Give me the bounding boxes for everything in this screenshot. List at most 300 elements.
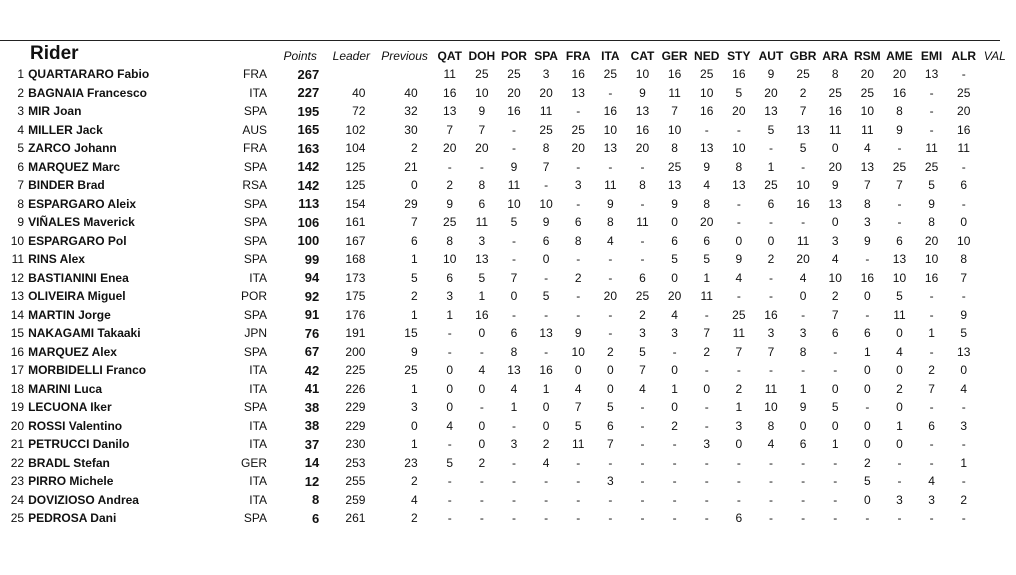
rider-points: 100 [297, 233, 320, 249]
gp-points-cell: 0 [896, 400, 903, 415]
gp-points-cell: - [447, 159, 452, 174]
gp-points-cell: - [511, 455, 516, 470]
gp-points-cell: - [897, 196, 902, 211]
gp-points-cell: 10 [603, 122, 618, 137]
gp-points-cell: - [768, 474, 773, 489]
gp-points-cell: 3 [639, 326, 646, 341]
gp-points-cell: 4 [896, 344, 903, 359]
rider-nation: SPA [243, 511, 268, 526]
gp-points-cell: - [640, 233, 645, 248]
gp-points-cell: - [897, 511, 902, 526]
gp-points-cell: 13 [507, 363, 521, 378]
gp-points-cell: 13 [957, 344, 971, 359]
gp-points-cell: 5 [831, 400, 839, 415]
gp-points-cell: 5 [671, 252, 678, 267]
gp-points-cell: 7 [864, 178, 871, 193]
rider-nation: ITA [249, 418, 268, 433]
gp-points-cell: 0 [446, 363, 454, 378]
gp-points-cell: 20 [700, 215, 714, 230]
gp-points-cell: - [640, 492, 645, 507]
gp-points-cell: - [768, 215, 773, 230]
rider-nation: FRA [243, 141, 268, 156]
gp-points-cell: - [736, 455, 741, 470]
rider-position: 19 [10, 400, 25, 415]
gp-points-cell: 0 [478, 437, 486, 452]
gp-points-cell: 2 [446, 178, 454, 193]
gp-points-cell: 1 [703, 270, 711, 285]
gp-points-cell: 6 [607, 418, 614, 433]
gp-points-cell: 11 [925, 141, 938, 156]
rider-name: MARQUEZ Alex [28, 344, 117, 359]
gp-header-spa: SPA [534, 49, 558, 63]
gp-points-cell: 9 [574, 326, 582, 341]
gp-points-cell: 5 [639, 344, 646, 359]
gp-points-cell: 0 [960, 215, 968, 230]
gp-points-cell-empty [980, 65, 1016, 84]
gp-points-cell: 16 [667, 67, 682, 82]
table-row [6, 65, 1016, 84]
gp-points-cell: 16 [635, 122, 650, 137]
gp-points-cell: 7 [446, 122, 454, 137]
gp-points-cell: 11 [700, 289, 713, 304]
gp-points-cell: 0 [671, 363, 678, 378]
table-row [6, 176, 1016, 195]
gp-points-cell: 9 [639, 85, 646, 100]
gp-points-cell: 13 [924, 67, 939, 82]
points-header: Points [283, 49, 317, 63]
gap-to-previous: 6 [410, 233, 418, 248]
gap-to-previous: 4 [410, 492, 418, 507]
gap-to-leader: 173 [345, 270, 366, 285]
gp-points-cell: - [576, 307, 581, 322]
gp-points-cell: - [833, 363, 838, 378]
gp-header-por: POR [500, 49, 527, 63]
gp-points-cell: 25 [892, 159, 907, 174]
gp-points-cell: 6 [864, 326, 871, 341]
gp-points-cell: 2 [864, 455, 871, 470]
rider-points: 163 [297, 140, 320, 156]
gp-points-cell: 25 [667, 159, 682, 174]
table-row [6, 343, 1016, 362]
gp-points-cell: - [736, 215, 741, 230]
gp-points-cell: - [447, 492, 452, 507]
gap-to-previous: 3 [410, 400, 418, 415]
gp-points-cell: - [865, 400, 870, 415]
rider-points: 165 [297, 122, 320, 138]
gp-points-cell: 16 [828, 104, 842, 119]
gp-points-cell: - [511, 511, 516, 526]
gp-points-cell: 20 [732, 104, 746, 119]
rider-points: 8 [312, 492, 320, 508]
gp-points-cell: 1 [671, 381, 678, 396]
gp-points-cell: - [801, 492, 806, 507]
gap-to-leader: 253 [345, 455, 366, 470]
gp-points-cell: - [640, 437, 645, 452]
gp-points-cell: - [447, 474, 452, 489]
gp-points-cell-empty [980, 380, 1016, 399]
gp-points-cell: - [640, 400, 645, 415]
gp-points-cell: 20 [667, 289, 682, 304]
gp-points-cell: 1 [735, 400, 743, 415]
gp-points-cell: 1 [510, 400, 518, 415]
gp-points-cell: 2 [767, 252, 775, 267]
rider-points: 42 [304, 362, 320, 378]
gp-points-cell: - [544, 492, 549, 507]
gp-header-ned: NED [694, 49, 720, 63]
gp-points-cell: 11 [893, 307, 906, 322]
gp-header-aut: AUT [758, 49, 784, 63]
gp-points-cell: 8 [799, 344, 807, 359]
rider-nation: GER [241, 455, 268, 470]
gp-points-cell: 10 [732, 141, 746, 156]
gp-points-cell: 6 [735, 511, 743, 526]
gp-points-cell: 10 [539, 196, 553, 211]
gp-points-cell: 13 [667, 178, 682, 193]
gp-points-cell: 25 [635, 289, 650, 304]
rider-points: 142 [297, 177, 320, 193]
gp-points-cell-empty [980, 195, 1016, 214]
gp-points-cell: 2 [478, 455, 486, 470]
gp-points-cell: - [608, 85, 613, 100]
gp-points-cell: - [929, 344, 934, 359]
gp-points-cell: 7 [960, 270, 968, 285]
gp-points-cell: 1 [799, 381, 807, 396]
gp-points-cell: 8 [735, 159, 743, 174]
gp-header-sty: STY [727, 49, 751, 63]
gp-points-cell: - [897, 141, 902, 156]
rider-points: 142 [297, 159, 320, 175]
rider-nation: SPA [243, 307, 268, 322]
gp-points-cell: 1 [446, 307, 454, 322]
gp-points-cell: 2 [703, 344, 711, 359]
gp-points-cell: 3 [671, 326, 678, 341]
gp-points-cell: 7 [928, 381, 935, 396]
gap-to-previous: 2 [410, 511, 418, 526]
gp-points-cell: 0 [831, 418, 839, 433]
gp-points-cell: 4 [767, 437, 775, 452]
gp-points-cell: 7 [799, 104, 807, 119]
rider-points: 94 [304, 270, 320, 286]
gp-points-cell: 10 [571, 344, 585, 359]
gp-points-cell-empty [980, 287, 1016, 306]
rider-name: ESPARGARO Aleix [28, 196, 137, 211]
gp-points-cell-empty [980, 102, 1016, 121]
rider-nation: RSA [242, 178, 268, 193]
gp-points-cell: 8 [446, 233, 454, 248]
gp-points-cell: 6 [960, 178, 968, 193]
gp-points-cell: 13 [828, 196, 842, 211]
gp-points-cell: - [511, 492, 516, 507]
gap-to-previous: 0 [410, 178, 418, 193]
rider-position: 4 [17, 122, 25, 137]
gp-points-cell: - [865, 307, 870, 322]
gp-points-cell: - [704, 418, 709, 433]
gp-points-cell: 4 [542, 455, 550, 470]
table-row [6, 250, 1016, 269]
gp-points-cell: 2 [831, 289, 839, 304]
gp-header-cat: CAT [630, 49, 655, 63]
rider-name: NAKAGAMI Takaaki [28, 326, 141, 341]
gp-points-cell: 9 [510, 159, 518, 174]
gp-points-cell: 0 [671, 215, 678, 230]
rider-points: 76 [304, 325, 320, 341]
gp-points-cell: 0 [671, 400, 678, 415]
gp-points-cell: 0 [864, 418, 871, 433]
gap-to-leader: 161 [345, 215, 366, 230]
rider-position: 6 [17, 159, 25, 174]
rider-name: VIÑALES Maverick [28, 215, 135, 230]
gp-points-cell: - [929, 307, 934, 322]
gp-points-cell: 6 [510, 326, 518, 341]
gap-to-leader [327, 65, 375, 84]
gp-points-cell: - [768, 455, 773, 470]
rider-points: 67 [304, 344, 320, 360]
gp-points-cell: 25 [828, 85, 842, 100]
gp-points-cell: - [768, 141, 773, 156]
gp-points-cell: - [897, 474, 902, 489]
gp-points-cell: - [929, 85, 934, 100]
gp-header-ger: GER [661, 49, 688, 63]
gp-points-cell: 0 [542, 252, 550, 267]
gp-points-cell: - [640, 474, 645, 489]
table-row [6, 306, 1016, 325]
table-row [6, 324, 1016, 343]
gp-points-cell-empty [980, 454, 1016, 473]
gp-points-cell: - [672, 455, 677, 470]
gp-points-cell: 20 [603, 289, 618, 304]
gp-points-cell: 6 [896, 233, 903, 248]
gp-header-rsm: RSM [854, 49, 881, 63]
gp-points-cell: 8 [767, 418, 775, 433]
gp-points-cell-empty [980, 232, 1016, 251]
rider-name: DOVIZIOSO Andrea [28, 492, 139, 507]
gp-points-cell-empty [980, 435, 1016, 454]
gap-to-previous [375, 65, 433, 84]
gp-header-fra: FRA [565, 49, 591, 63]
rider-position: 14 [10, 307, 25, 322]
gp-points-cell: - [576, 289, 581, 304]
gp-points-cell: - [929, 400, 934, 415]
gp-points-cell: - [801, 363, 806, 378]
gp-points-cell: 13 [796, 122, 810, 137]
gp-points-cell: 5 [864, 474, 871, 489]
gap-to-previous: 1 [410, 252, 418, 267]
gp-points-cell: 1 [896, 418, 903, 433]
gp-points-cell: - [544, 344, 549, 359]
gp-points-cell-empty [980, 269, 1016, 288]
rider-nation: ITA [249, 492, 268, 507]
table-row [6, 195, 1016, 214]
gp-points-cell: - [608, 270, 613, 285]
rider-nation: SPA [243, 215, 268, 230]
gp-points-cell: 9 [607, 196, 614, 211]
gp-points-cell: 0 [735, 437, 743, 452]
gp-points-cell: 4 [671, 307, 678, 322]
gp-points-cell: - [672, 474, 677, 489]
gp-points-cell: - [897, 455, 902, 470]
gp-points-cell: 4 [607, 233, 614, 248]
gp-points-cell: - [961, 67, 966, 82]
gp-points-cell: 3 [767, 326, 775, 341]
gp-points-cell-empty [980, 139, 1016, 158]
gp-points-cell: - [801, 474, 806, 489]
gp-points-cell: 20 [860, 67, 875, 82]
rider-name: QUARTARARO Fabio [28, 67, 150, 82]
gp-points-cell: - [961, 289, 966, 304]
gp-points-cell: 5 [767, 122, 775, 137]
gp-header-emi: EMI [920, 49, 943, 63]
gp-points-cell: 9 [671, 196, 678, 211]
table-row [6, 454, 1016, 473]
gp-points-cell: 3 [478, 233, 486, 248]
rider-nation: SPA [243, 159, 268, 174]
table-row [6, 232, 1016, 251]
gp-points-cell: 8 [510, 344, 518, 359]
gp-points-cell: 13 [571, 85, 585, 100]
gp-points-cell: 11 [507, 178, 521, 193]
gp-points-cell: 6 [671, 233, 678, 248]
gp-points-cell: 2 [639, 307, 646, 322]
gp-points-cell: 16 [764, 307, 778, 322]
gap-to-leader: 168 [345, 252, 366, 267]
rider-position: 21 [10, 437, 25, 452]
gp-points-cell: 3 [799, 326, 807, 341]
rider-points: 267 [297, 66, 320, 82]
rider-name: BRADL Stefan [28, 455, 110, 470]
rider-position: 1 [17, 67, 25, 82]
rider-position: 15 [10, 326, 25, 341]
gp-points-cell: - [544, 307, 549, 322]
gp-points-cell: 7 [767, 344, 775, 359]
gp-points-cell: - [672, 492, 677, 507]
gp-points-cell: 5 [542, 289, 550, 304]
gp-points-cell: 3 [446, 289, 454, 304]
gp-points-cell: - [511, 307, 516, 322]
gp-points-cell: 1 [478, 289, 486, 304]
gp-points-cell: 4 [574, 381, 582, 396]
gp-points-cell: 0 [446, 400, 454, 415]
gp-points-cell: 16 [892, 85, 907, 100]
gp-points-cell: 4 [960, 381, 968, 396]
gp-points-cell: - [608, 511, 613, 526]
gp-points-cell: 7 [703, 326, 711, 341]
rider-name: ROSSI Valentino [28, 418, 123, 433]
gp-points-cell: 8 [574, 233, 582, 248]
rider-position: 2 [17, 85, 25, 100]
gp-points-cell: 6 [703, 233, 711, 248]
gp-points-cell: 7 [639, 363, 646, 378]
gp-points-cell: 13 [700, 141, 714, 156]
table-row [6, 213, 1016, 232]
gap-to-previous: 2 [410, 289, 418, 304]
gp-points-cell: 3 [574, 178, 582, 193]
rider-points: 227 [297, 85, 320, 101]
gap-to-leader: 125 [345, 159, 366, 174]
gp-points-cell: 7 [574, 400, 582, 415]
table-row [6, 158, 1016, 177]
gp-points-cell: 11 [604, 178, 617, 193]
gp-points-cell: 16 [860, 270, 875, 285]
gp-points-cell: 20 [443, 141, 457, 156]
table-row [6, 417, 1016, 436]
gp-points-cell: 20 [828, 159, 842, 174]
gp-points-cell: 2 [607, 344, 614, 359]
table-row [6, 269, 1016, 288]
rider-position: 11 [11, 252, 25, 267]
gp-points-cell: 16 [700, 104, 714, 119]
gp-points-cell: 5 [607, 400, 614, 415]
gp-points-cell: 2 [542, 437, 550, 452]
gp-points-cell: 16 [507, 104, 521, 119]
gp-points-cell: - [704, 455, 709, 470]
gp-points-cell: 5 [960, 326, 968, 341]
rider-nation: SPA [243, 252, 268, 267]
gp-points-cell: 10 [796, 178, 810, 193]
gp-points-cell: 10 [475, 85, 489, 100]
gp-points-cell: 0 [896, 326, 903, 341]
gp-points-cell: 9 [960, 307, 968, 322]
gp-points-cell: 8 [542, 141, 550, 156]
gp-points-cell: 7 [542, 159, 550, 174]
gap-to-previous: 32 [404, 104, 418, 119]
gp-points-cell: 0 [478, 326, 486, 341]
gap-to-leader: 125 [345, 178, 366, 193]
gap-to-leader: 259 [345, 492, 366, 507]
gp-points-cell: - [447, 437, 452, 452]
gp-points-cell: 6 [831, 326, 839, 341]
standings-body [6, 65, 1016, 528]
rider-nation: ITA [249, 270, 268, 285]
gp-points-cell: - [961, 196, 966, 211]
gp-points-cell: 25 [924, 159, 939, 174]
gp-points-cell: - [961, 437, 966, 452]
gp-points-cell: 5 [735, 85, 743, 100]
gap-to-previous: 2 [410, 474, 418, 489]
rider-nation: JPN [244, 326, 268, 341]
gp-points-cell: - [704, 492, 709, 507]
gap-to-leader: 104 [345, 141, 366, 156]
gap-to-previous: 30 [404, 122, 418, 137]
gp-points-cell-empty [980, 250, 1016, 269]
gp-points-cell: 13 [539, 326, 553, 341]
gp-points-cell: 3 [928, 492, 935, 507]
gap-to-leader: 226 [345, 381, 366, 396]
gp-points-cell: - [511, 418, 516, 433]
gp-points-cell: 9 [735, 252, 743, 267]
gp-points-cell: - [511, 233, 516, 248]
gp-points-cell: 5 [896, 289, 903, 304]
gp-points-cell: 5 [703, 252, 711, 267]
rider-name: LECUONA Iker [28, 400, 112, 415]
gp-points-cell: 0 [478, 381, 486, 396]
gp-points-cell: - [672, 344, 677, 359]
gp-points-cell: 3 [864, 215, 871, 230]
table-row [6, 121, 1016, 140]
rider-position: 5 [17, 141, 25, 156]
rider-points: 41 [304, 381, 320, 397]
rider-position: 3 [17, 104, 25, 119]
table-row [6, 361, 1016, 380]
rider-points: 12 [304, 473, 320, 489]
gp-header-ara: ARA [822, 49, 849, 63]
rider-points: 195 [297, 103, 320, 119]
table-row [6, 509, 1016, 528]
gp-points-cell: - [736, 122, 741, 137]
gp-points-cell: 2 [671, 418, 678, 433]
gp-header-val: VAL [983, 49, 1006, 63]
rider-position: 12 [10, 270, 25, 285]
gap-to-leader: 255 [345, 474, 366, 489]
